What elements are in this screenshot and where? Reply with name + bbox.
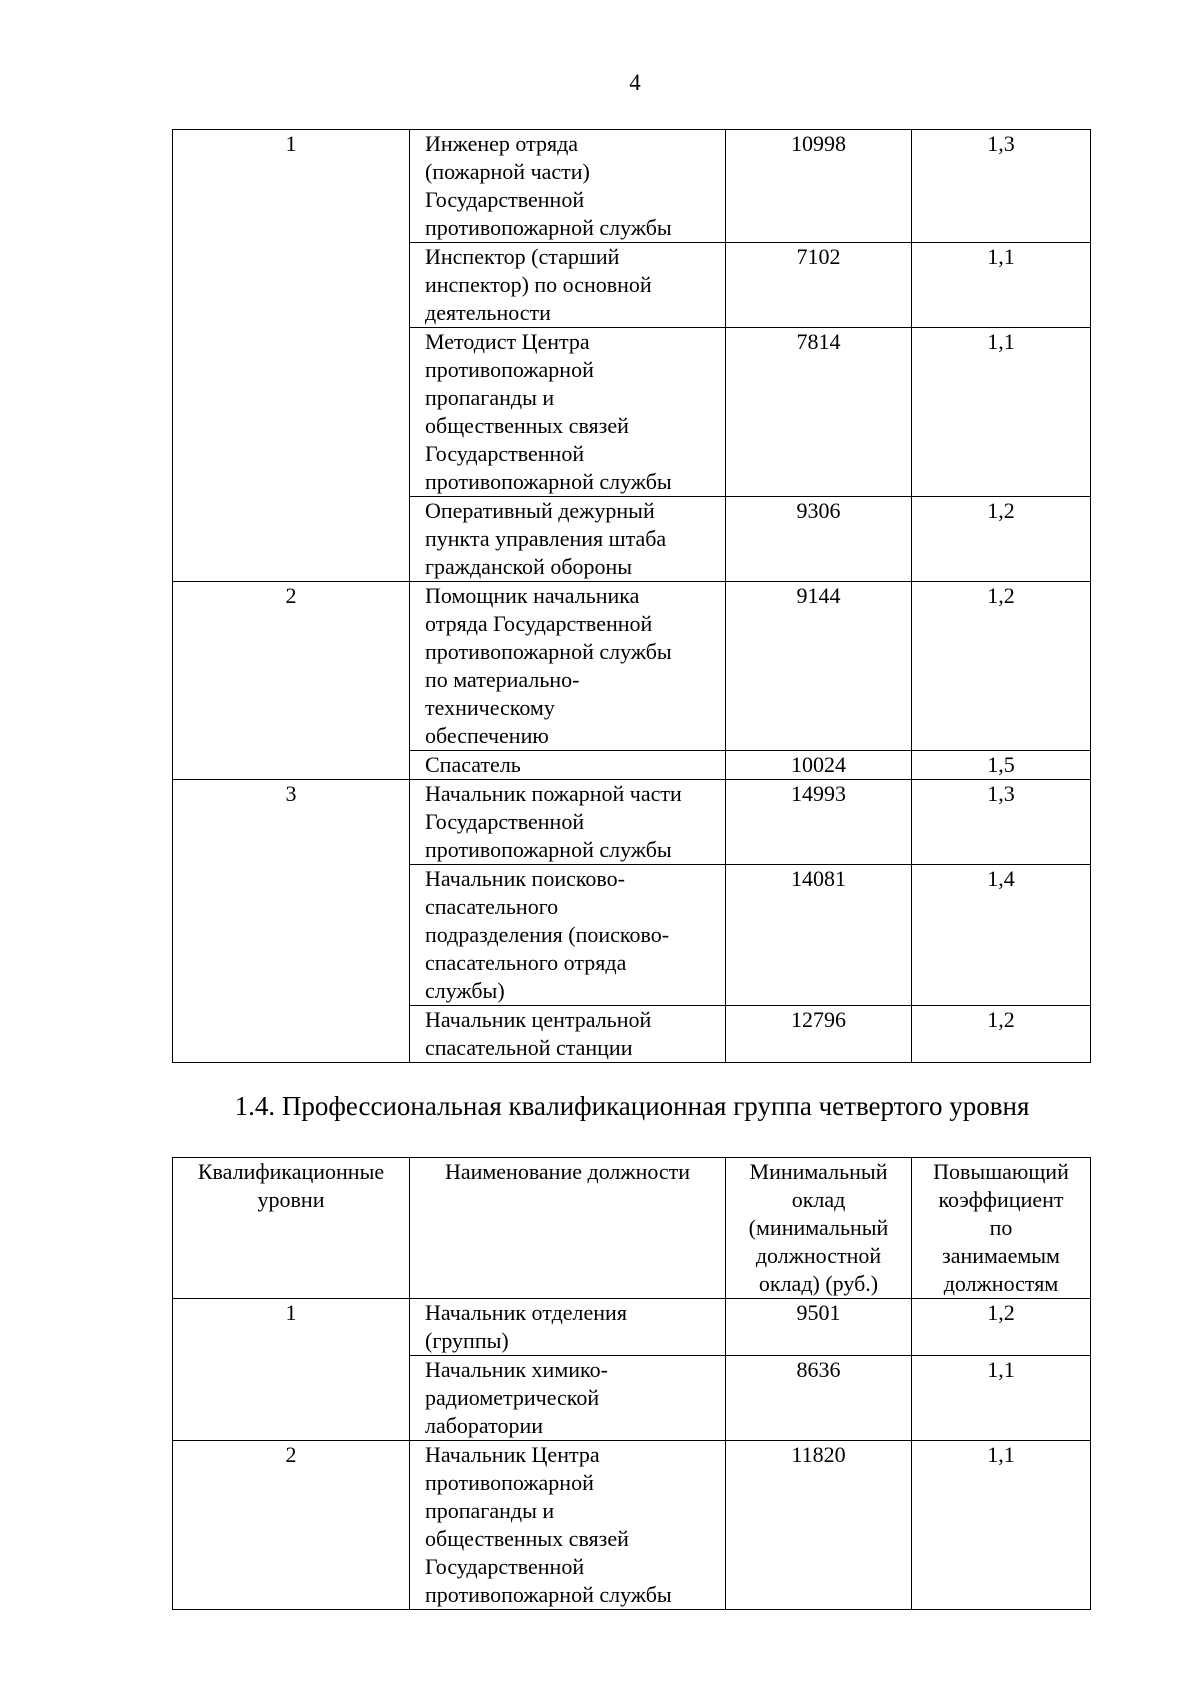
position-name-line: пункта управления штаба — [425, 526, 667, 551]
position-name-line: Спасатель — [425, 752, 521, 777]
min-salary-cell: 9501 — [726, 1299, 912, 1356]
coefficient-cell: 1,1 — [912, 328, 1091, 497]
position-name-line: подразделения (поисково- — [425, 922, 670, 947]
coefficient-cell: 1,1 — [912, 243, 1091, 328]
header-line: по — [989, 1215, 1013, 1240]
coefficient-cell: 1,2 — [912, 1006, 1091, 1063]
header-line: Квалификационные — [197, 1159, 385, 1184]
position-name-cell — [410, 780, 726, 865]
position-name-line: общественных связей — [425, 413, 629, 438]
position-name-line: противопожарной службы — [425, 469, 672, 494]
coefficient-cell: 1,2 — [912, 1299, 1091, 1356]
min-salary-cell: 10024 — [726, 751, 912, 780]
qualification-level-cell: 2 — [173, 582, 410, 780]
position-name-line: по материально- — [425, 667, 580, 692]
position-name-line: пропаганды и — [425, 1498, 555, 1523]
coefficient-cell: 1,4 — [912, 865, 1091, 1006]
qualification-level-cell: 1 — [173, 130, 410, 582]
position-name-line: гражданской обороны — [425, 554, 633, 579]
header-line: должностям — [943, 1271, 1059, 1296]
header-line: коэффициент — [938, 1187, 1064, 1212]
page-number: 4 — [629, 70, 641, 95]
coefficient-cell: 1,1 — [912, 1356, 1091, 1441]
position-name-line: Начальник поисково- — [425, 866, 625, 891]
header-line: оклад — [791, 1187, 846, 1212]
header-line: Повышающий — [933, 1159, 1069, 1184]
position-name-line: радиометрической — [425, 1385, 600, 1410]
min-salary-cell: 7102 — [726, 243, 912, 328]
position-name-line: Государственной — [425, 441, 585, 466]
min-salary-cell: 14993 — [726, 780, 912, 865]
position-name-line: Государственной — [425, 187, 585, 212]
position-name-line: Начальник центральной — [425, 1007, 652, 1032]
table-row — [173, 1441, 1091, 1610]
position-name-cell — [410, 865, 726, 1006]
min-salary-cell: 11820 — [726, 1441, 912, 1610]
header-coefficient — [912, 1158, 1091, 1299]
position-name-cell — [410, 1299, 726, 1356]
position-name-line: противопожарной — [425, 1470, 594, 1495]
section-heading: 1.4. Профессиональная квалификационная группа четвертого уровня — [234, 1091, 1030, 1121]
position-name-line: службы) — [425, 978, 505, 1003]
position-name-line: (группы) — [425, 1328, 509, 1353]
header-min-salary — [726, 1158, 912, 1299]
header-line: должностной — [755, 1243, 882, 1268]
position-name-cell — [410, 1441, 726, 1610]
position-name-cell — [410, 751, 726, 780]
position-name-line: деятельности — [425, 300, 551, 325]
position-name-line: пропаганды и — [425, 385, 555, 410]
position-name-line: лаборатории — [425, 1413, 544, 1438]
header-position-name — [410, 1158, 726, 1299]
position-name-line: противопожарной службы — [425, 1582, 672, 1607]
position-name-line: Методист Центра — [425, 329, 590, 354]
header-qualification-levels — [173, 1158, 410, 1299]
table-row — [173, 1299, 1091, 1356]
header-line: уровни — [257, 1187, 325, 1212]
position-name-line: спасательной станции — [425, 1035, 633, 1060]
position-name-line: спасательного отряда — [425, 950, 627, 975]
position-name-line: обеспечению — [425, 723, 549, 748]
header-line: (минимальный — [748, 1215, 889, 1240]
position-name-cell — [410, 582, 726, 751]
position-name-line: противопожарной службы — [425, 837, 672, 862]
position-name-line: (пожарной части) — [425, 159, 590, 184]
min-salary-cell: 8636 — [726, 1356, 912, 1441]
position-name-line: спасательного — [425, 894, 559, 919]
position-name-line: Начальник отделения — [425, 1300, 627, 1325]
coefficient-cell: 1,2 — [912, 582, 1091, 751]
position-name-cell — [410, 130, 726, 243]
position-name-line: Государственной — [425, 1554, 585, 1579]
qualification-level-cell: 1 — [173, 1299, 410, 1441]
header-line: занимаемым — [942, 1243, 1060, 1268]
header-line: оклад) (руб.) — [758, 1271, 879, 1296]
header-line: Наименование должности — [444, 1159, 691, 1184]
position-name-line: техническому — [425, 695, 555, 720]
position-name-line: противопожарной службы — [425, 215, 672, 240]
header-line: Минимальный — [749, 1159, 888, 1184]
coefficient-cell: 1,2 — [912, 497, 1091, 582]
position-name-line: Начальник пожарной части — [425, 781, 682, 806]
position-name-line: общественных связей — [425, 1526, 629, 1551]
position-name-line: Инженер отряда — [425, 131, 579, 156]
position-name-line: инспектор) по основной — [425, 272, 652, 297]
table-row — [173, 130, 1091, 243]
min-salary-cell: 9144 — [726, 582, 912, 751]
position-name-cell — [410, 328, 726, 497]
qualification-level-cell: 2 — [173, 1441, 410, 1610]
table-header-row — [173, 1158, 1091, 1299]
qualification-level-cell: 3 — [173, 780, 410, 1063]
coefficient-cell: 1,3 — [912, 130, 1091, 243]
position-name-line: Начальник Центра — [425, 1442, 600, 1467]
position-name-line: противопожарной службы — [425, 639, 672, 664]
min-salary-cell: 14081 — [726, 865, 912, 1006]
min-salary-cell: 10998 — [726, 130, 912, 243]
position-name-line: Инспектор (старший — [425, 244, 620, 269]
coefficient-cell: 1,3 — [912, 780, 1091, 865]
position-name-line: Помощник начальника — [425, 583, 640, 608]
position-name-cell — [410, 497, 726, 582]
coefficient-cell: 1,1 — [912, 1441, 1091, 1610]
positions-table-level-3 — [172, 129, 1091, 1063]
position-name-cell — [410, 1006, 726, 1063]
position-name-cell — [410, 243, 726, 328]
table-row — [173, 582, 1091, 751]
position-name-line: Государственной — [425, 809, 585, 834]
position-name-line: противопожарной — [425, 357, 594, 382]
min-salary-cell: 12796 — [726, 1006, 912, 1063]
position-name-cell — [410, 1356, 726, 1441]
position-name-line: Оперативный дежурный — [425, 498, 655, 523]
min-salary-cell: 9306 — [726, 497, 912, 582]
position-name-line: Начальник химико- — [425, 1357, 608, 1382]
positions-table-level-4 — [172, 1157, 1091, 1610]
table-row — [173, 780, 1091, 865]
min-salary-cell: 7814 — [726, 328, 912, 497]
position-name-line: отряда Государственной — [425, 611, 653, 636]
coefficient-cell: 1,5 — [912, 751, 1091, 780]
